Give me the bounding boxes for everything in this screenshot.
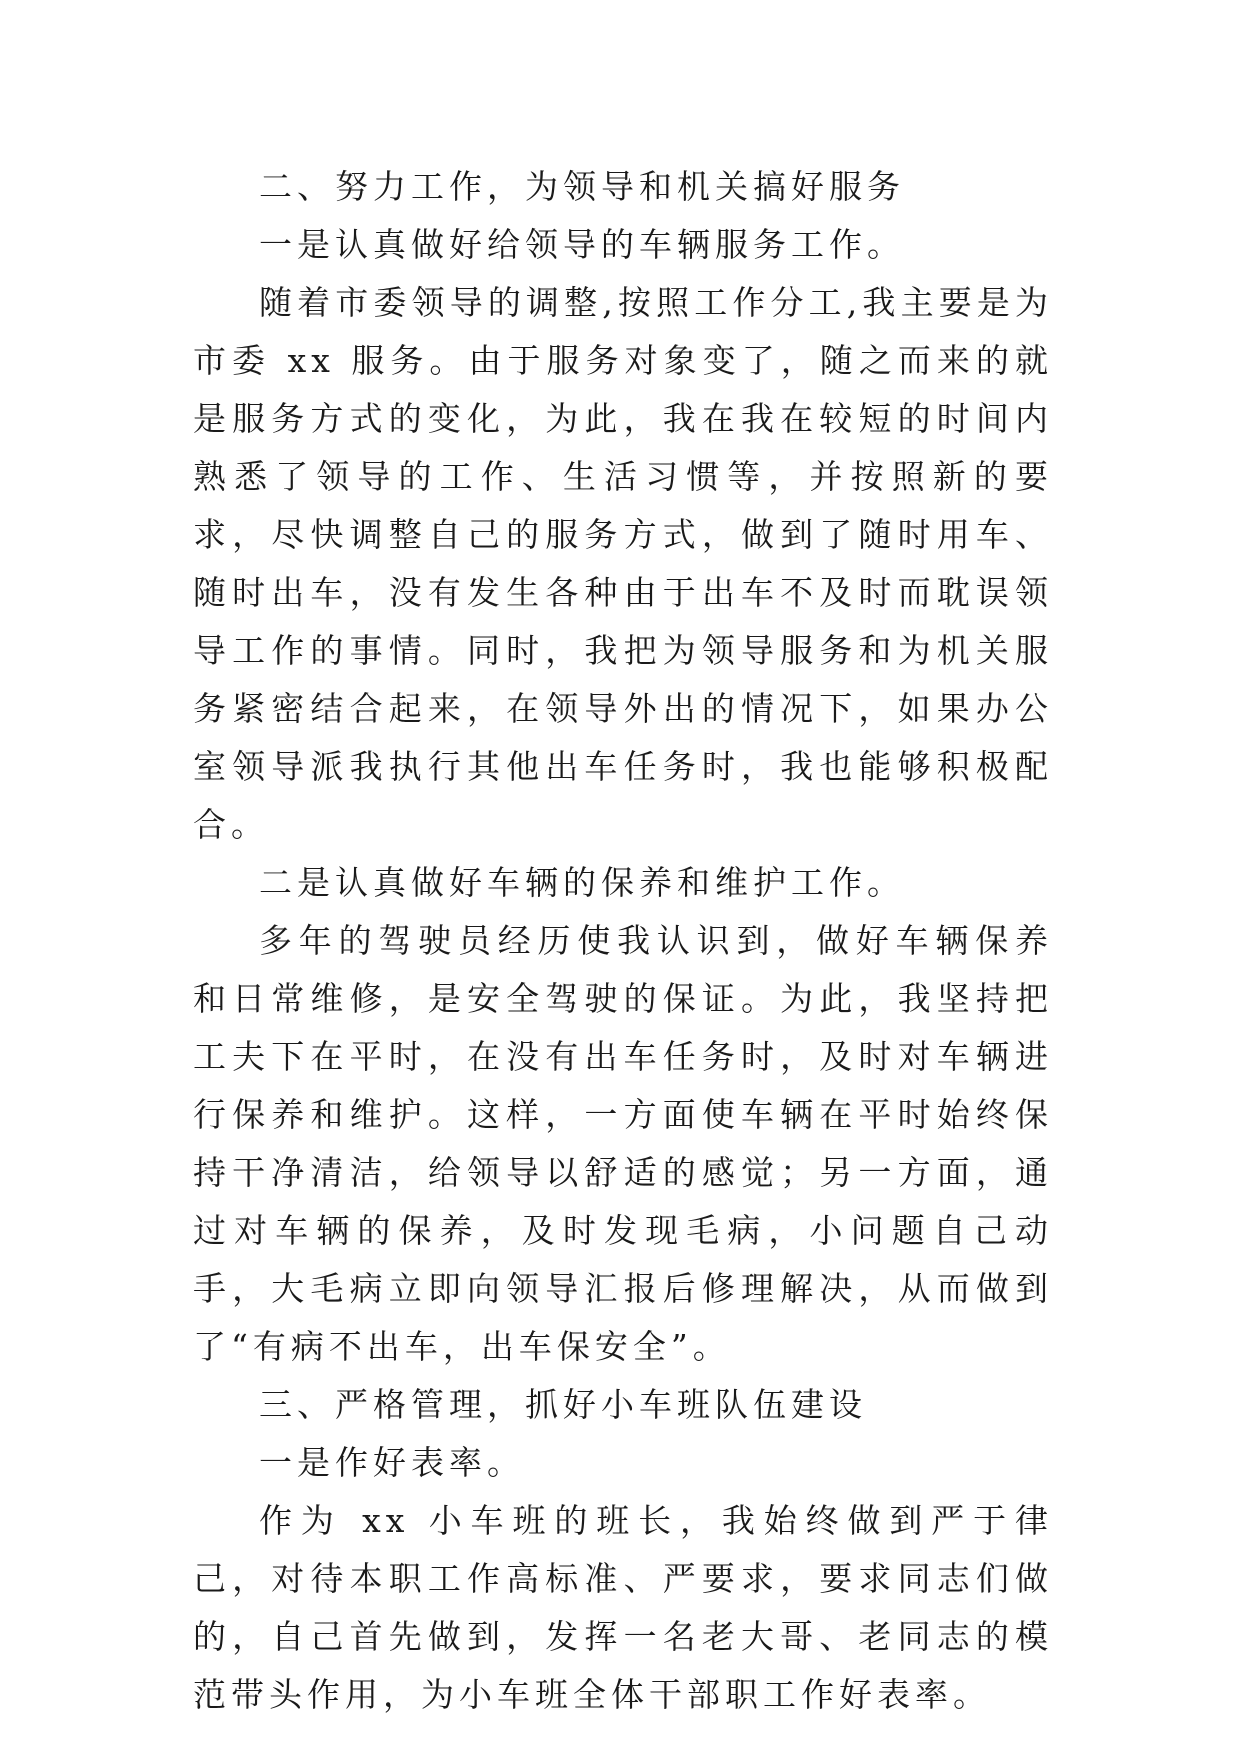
body-paragraph: 作为 xx 小车班的班长，我始终做到严于律己，对待本职工作高标准、严要求，要求同志们做的，自己首先做到，发挥一名老大哥、老同志的模范带头作用，为小车班全体干部职工作好表率。 xyxy=(193,1501,1053,1714)
section-heading-3: 三、严格管理，抓好小车班队伍建设 xyxy=(259,1385,867,1424)
section-heading-2: 二、努力工作，为领导和机关搞好服务 xyxy=(259,167,905,206)
body-paragraph: 多年的驾驶员经历使我认识到，做好车辆保养和日常维修，是安全驾驶的保证。为此，我坚持把工夫下在平时，在没有出车任务时，及时对车辆进行保养和维护。这样，一方面使车辆在平时始终保持干净清洁，给领导以舒适的感觉；另一方面，通过对车辆的保养，及时发现毛病，小问题自己动手，大毛病立即向领导汇报后修理解决，从而做到了“有病不出车，出车保安全”。 xyxy=(193,921,1053,1366)
subheading-vehicle-service: 一是认真做好给领导的车辆服务工作。 xyxy=(259,225,905,264)
subheading-set-example: 一是作好表率。 xyxy=(259,1443,525,1482)
document-body xyxy=(193,158,1053,1724)
subheading-vehicle-maintenance: 二是认真做好车辆的保养和维护工作。 xyxy=(259,863,905,902)
body-paragraph: 随着市委领导的调整,按照工作分工,我主要是为市委 xx 服务。由于服务对象变了，随之而来的就是服务方式的变化，为此，我在我在较短的时间内熟悉了领导的工作、生活习惯等，并按照新的要求，尽快调整自己的服务方式，做到了随时用车、随时出车，没有发生各种由于出车不及时而耽误领导工作的事情。同时，我把为领导服务和为机关服务紧密结合起来，在领导外出的情况下，如果办公室领导派我执行其他出车任务时，我也能够积极配合。 xyxy=(193,283,1053,844)
